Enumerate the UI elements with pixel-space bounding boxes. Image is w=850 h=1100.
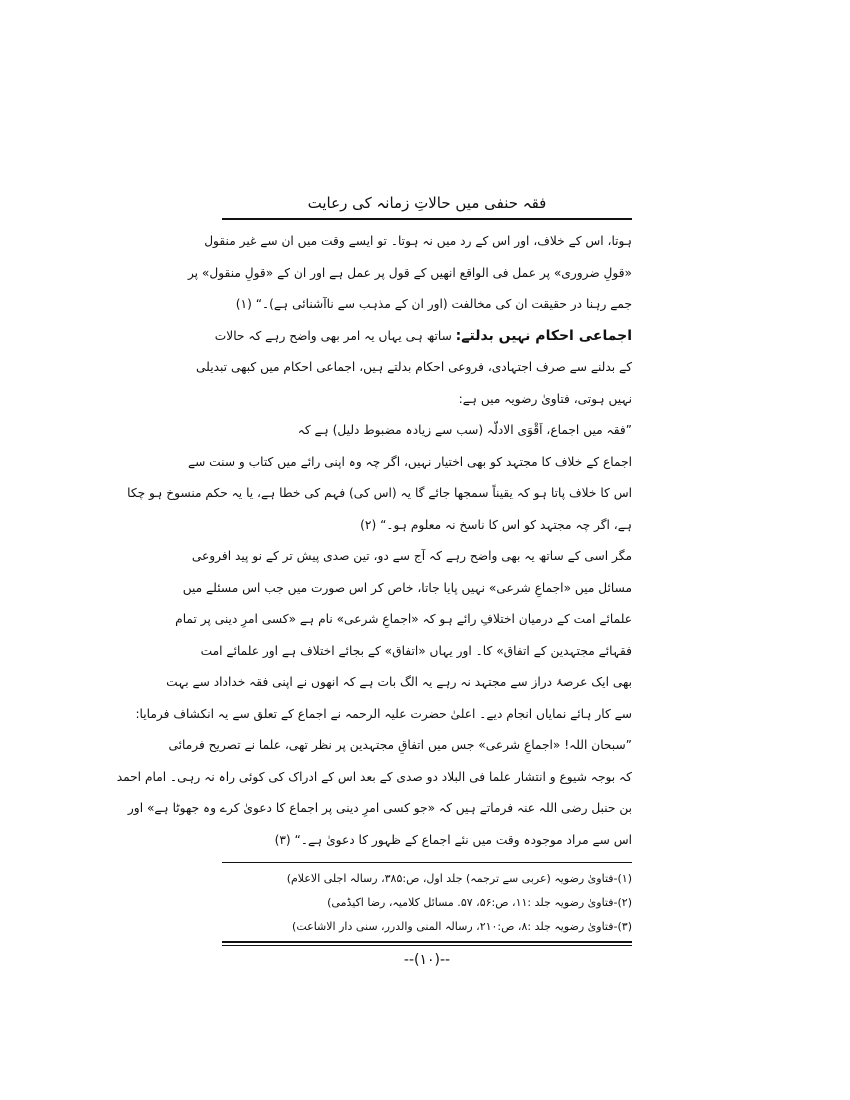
text-line: علمائے امت کے درمیان اختلافِ رائے ہو کہ «اجماعِ شرعی» نام ہے «کسی امرِ دینی پر تمام [175,612,632,626]
text-line-fragment: ساتھ ہی یہاں یہ امر بھی واضح رہے کہ حالات [214,328,456,343]
text-line: جمے رہنا در حقیقت ان کی مخالفت (اور ان کے مذہب سے ناآشنائی ہے)۔“ (۱) [235,297,632,311]
footnote: (۳)-فتاویٰ رضویہ جلد :۸، ص:۲۱۰، رسالہ المنی والدرر، سنی دار الاشاعت) [292,920,632,933]
text-line: اس کا خلاف پاتا ہو کہ یقیناً سمجھا جائے گا یہ (اس کی) فہم کی خطا ہے، یا یہ حکم منسوخ ہو چکا [127,486,632,500]
footnotes [222,862,632,939]
text-line: بن حنبل رضی اللہ عنہ فرماتے ہیں کہ «جو کسی امرِ دینی پر اجماع کا دعویٰ کرے وہ جھوٹا ہے» اور [127,801,632,815]
section-heading-line [214,321,632,353]
text-line: ”سبحان اللہ! «اجماعِ شرعی» جس میں اتفاقِ مجتہدین پر نظر تھی، علما نے تصریح فرمائی [168,738,632,752]
text-line: ”فقہ میں اجماع، اَقْوَی الادلّہ (سب سے زیادہ مضبوط دلیل) ہے کہ [297,423,632,437]
section-heading: اجماعی احکام نہیں بدلتے: [455,327,632,344]
page-header-title: فقہ حنفی میں حالاتِ زمانہ کی رعایت [307,194,547,212]
footer-rule-thin [222,945,632,946]
text-line: ہے، اگر چہ مجتہد کو اس کا ناسخ نہ معلوم ہو۔“ (۲) [360,517,632,532]
text-line: سے کار ہائے نمایاں انجام دیے۔ اعلیٰ حضرت علیہ الرحمہ نے اجماع کے تعلق سے یہ انکشاف فرمایا: [135,706,632,721]
body-text [116,226,632,856]
text-line: بھی ایک عرصۂ دراز سے مجتہد نہ رہے یہ الگ بات ہے کہ انھوں نے اپنی فقہ خداداد سے بہت [166,675,632,689]
text-line: اس سے مراد موجودہ وقت میں نئے اجماع کے ظہور کا دعویٰ ہے۔“ (۳) [274,832,632,847]
footer-rule [222,941,632,943]
text-line: کہ بوجہ شیوع و انتشار علما فی البلاد دو صدی کے بعد اس کے ادراک کی کوئی راہ نہ رہی۔ امام احمد [116,769,632,784]
footnote: (۲)-فتاویٰ رضویہ جلد :۱۱، ص:۵۶، ۵۷. مسائل کلامیہ، رضا اکیڈمی) [327,896,632,909]
text-line: مسائل میں «اجماعِ شرعی» نہیں پایا جاتا، خاص کر اس صورت میں جب اس مسئلے میں [182,580,632,595]
page-number: --(۱۰)-- [403,952,451,968]
page-content [116,190,632,972]
text-line: فقہائے مجتہدین کے اتفاق» کا۔ اور یہاں «اتفاق» کے بجائے اختلاف ہے اور علمائے امت [200,643,632,658]
text-line: نہیں ہوتی، فتاویٰ رضویہ میں ہے: [458,391,632,406]
text-line: اجماع کے خلاف کا مجتہد کو بھی اختیار نہیں، اگر چہ وہ اپنی رائے میں کتاب و سنت سے [187,454,632,469]
text-line: «قولِ ضروری» پر عمل فی الواقع انھیں کے قول پر عمل ہے اور ان کے «قولِ منقول» پر [187,265,632,280]
text-line: ہوتا، اس کے خلاف، اور اس کے رد میں نہ ہوتا۔ تو ایسے وقت میں ان سے غیر منقول [204,234,632,248]
header-rule [222,218,632,220]
footnote: (۱)-فتاویٰ رضویہ (عربی سے ترجمہ) جلد اول، ص:۳۸۵، رسالہ اجلی الاعلام) [286,872,632,885]
text-line: مگر اسی کے ساتھ یہ بھی واضح رہے کہ آج سے دو، تین صدی پیش تر کے نو پید افروعی [191,549,632,563]
text-line: کے بدلنے سے صرف اجتہادی، فروعی احکام بدلتے ہیں، اجماعی احکام میں کبھی تبدیلی [196,360,632,374]
